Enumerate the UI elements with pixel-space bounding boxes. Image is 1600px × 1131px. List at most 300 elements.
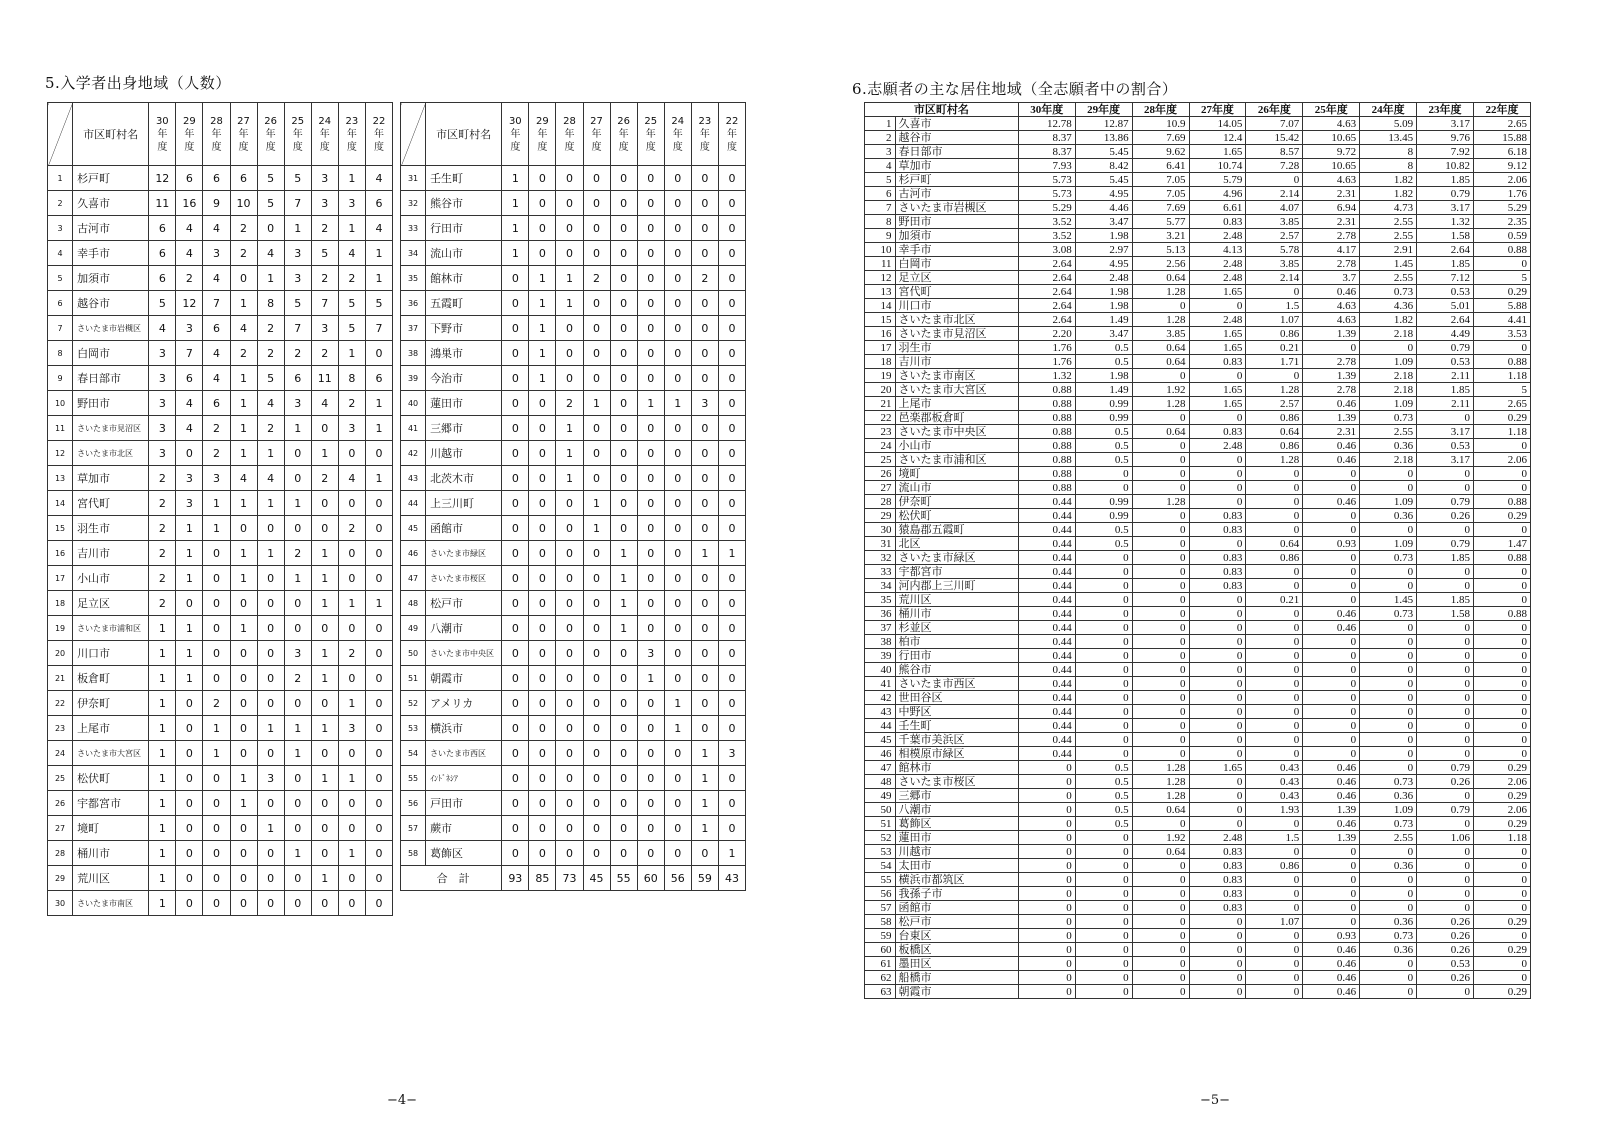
count-cell: 0 xyxy=(583,641,610,666)
percentage-cell: 0.88 xyxy=(1473,243,1530,257)
percentage-cell: 0 xyxy=(1132,733,1189,747)
count-cell: 1 xyxy=(284,491,311,516)
percentage-cell: 0.88 xyxy=(1018,397,1075,411)
count-cell: 1 xyxy=(149,816,176,841)
count-cell: 0 xyxy=(664,366,691,391)
percentage-cell: 0 xyxy=(1473,635,1530,649)
count-cell: 0 xyxy=(556,741,583,766)
percentage-cell: 13.86 xyxy=(1075,131,1132,145)
percentage-cell: 1.45 xyxy=(1360,257,1417,271)
percentage-cell: 0 xyxy=(1417,467,1474,481)
municipality-name: 川口市 xyxy=(73,641,149,666)
percentage-cell: 5.01 xyxy=(1417,299,1474,313)
table-row xyxy=(865,663,1531,677)
row-number: 54 xyxy=(865,859,896,873)
section5-table-right xyxy=(400,102,746,891)
municipality-name: さいたま市中央区 xyxy=(426,641,502,666)
percentage-cell: 0.44 xyxy=(1018,691,1075,705)
percentage-cell: 0 xyxy=(1246,943,1303,957)
percentage-cell: 0 xyxy=(1417,635,1474,649)
table-row xyxy=(865,565,1531,579)
count-cell: 1 xyxy=(149,691,176,716)
count-cell: 0 xyxy=(529,666,556,691)
percentage-cell: 2.48 xyxy=(1189,257,1246,271)
percentage-cell: 7.93 xyxy=(1018,159,1075,173)
percentage-cell: 8.42 xyxy=(1075,159,1132,173)
percentage-cell: 5.73 xyxy=(1018,173,1075,187)
count-cell: 0 xyxy=(556,241,583,266)
percentage-cell: 6.61 xyxy=(1189,201,1246,215)
percentage-cell: 5.45 xyxy=(1075,173,1132,187)
row-number: 53 xyxy=(401,716,426,741)
section6-table xyxy=(864,102,1531,999)
count-cell: 0 xyxy=(718,316,745,341)
table-row xyxy=(865,117,1531,131)
row-number: 31 xyxy=(865,537,896,551)
count-cell: 0 xyxy=(502,816,529,841)
municipality-name: 北区 xyxy=(895,537,1018,551)
count-cell: 0 xyxy=(556,641,583,666)
row-number: 32 xyxy=(401,191,426,216)
count-cell: 0 xyxy=(502,466,529,491)
table-row xyxy=(865,593,1531,607)
percentage-cell: 0 xyxy=(1075,621,1132,635)
count-cell: 0 xyxy=(637,366,664,391)
percentage-cell: 9.76 xyxy=(1417,131,1474,145)
percentage-cell: 0 xyxy=(1132,915,1189,929)
percentage-cell: 1.85 xyxy=(1417,257,1474,271)
count-cell: 3 xyxy=(338,191,365,216)
municipality-name: 蓮田市 xyxy=(895,831,1018,845)
count-cell: 4 xyxy=(176,241,203,266)
municipality-name: さいたま市中央区 xyxy=(895,425,1018,439)
percentage-cell: 0.44 xyxy=(1018,677,1075,691)
count-cell: 0 xyxy=(610,666,637,691)
percentage-cell: 0 xyxy=(1246,887,1303,901)
municipality-name: 野田市 xyxy=(73,391,149,416)
table-row xyxy=(401,791,746,816)
row-number: 60 xyxy=(865,943,896,957)
table-row xyxy=(865,719,1531,733)
count-cell: 0 xyxy=(176,741,203,766)
percentage-cell: 0 xyxy=(1246,467,1303,481)
percentage-cell: 0.99 xyxy=(1075,509,1132,523)
municipality-name: 松伏町 xyxy=(73,766,149,791)
count-cell: 5 xyxy=(257,166,284,191)
percentage-cell: 0 xyxy=(1018,775,1075,789)
percentage-cell: 1.28 xyxy=(1132,313,1189,327)
count-cell: 3 xyxy=(149,391,176,416)
count-cell: 0 xyxy=(365,841,392,866)
year-header: 23年度 xyxy=(1417,103,1474,117)
municipality-name: 板倉町 xyxy=(73,666,149,691)
municipality-name: 桶川市 xyxy=(73,841,149,866)
municipality-name: 伊奈町 xyxy=(73,691,149,716)
table-row xyxy=(865,173,1531,187)
percentage-cell: 1.92 xyxy=(1132,383,1189,397)
percentage-cell: 0.5 xyxy=(1075,789,1132,803)
year-header xyxy=(311,103,338,166)
percentage-cell: 4.13 xyxy=(1189,243,1246,257)
percentage-cell: 0 xyxy=(1075,593,1132,607)
percentage-cell: 0 xyxy=(1303,873,1360,887)
percentage-cell: 1.28 xyxy=(1246,453,1303,467)
percentage-cell: 0 xyxy=(1189,481,1246,495)
count-cell: 2 xyxy=(338,391,365,416)
count-cell: 0 xyxy=(664,791,691,816)
table-row xyxy=(401,591,746,616)
count-cell: 0 xyxy=(502,741,529,766)
percentage-cell: 10.9 xyxy=(1132,117,1189,131)
total-cell: 60 xyxy=(637,866,664,891)
percentage-cell: 2.78 xyxy=(1303,257,1360,271)
count-cell: 0 xyxy=(664,491,691,516)
percentage-cell: 2.55 xyxy=(1360,229,1417,243)
percentage-cell: 0.64 xyxy=(1132,425,1189,439)
table-row xyxy=(48,491,393,516)
percentage-cell: 0.88 xyxy=(1018,439,1075,453)
percentage-cell: 0 xyxy=(1473,859,1530,873)
municipality-name: 吉川市 xyxy=(73,541,149,566)
count-cell: 0 xyxy=(529,241,556,266)
table-row xyxy=(48,191,393,216)
percentage-cell: 0 xyxy=(1417,887,1474,901)
count-cell: 0 xyxy=(691,416,718,441)
percentage-cell: 0.26 xyxy=(1417,915,1474,929)
row-number: 52 xyxy=(401,691,426,716)
count-cell: 0 xyxy=(583,716,610,741)
count-cell: 5 xyxy=(149,291,176,316)
percentage-cell: 0.86 xyxy=(1246,411,1303,425)
row-number: 25 xyxy=(865,453,896,467)
percentage-cell: 1.85 xyxy=(1417,383,1474,397)
percentage-cell: 1.76 xyxy=(1473,187,1530,201)
percentage-cell: 1.65 xyxy=(1189,397,1246,411)
percentage-cell: 1.28 xyxy=(1132,285,1189,299)
count-cell: 1 xyxy=(203,716,230,741)
count-cell: 4 xyxy=(338,466,365,491)
percentage-cell: 0.44 xyxy=(1018,607,1075,621)
percentage-cell: 2.78 xyxy=(1303,383,1360,397)
count-cell: 8 xyxy=(338,366,365,391)
count-cell: 7 xyxy=(284,191,311,216)
count-cell: 0 xyxy=(556,566,583,591)
percentage-cell: 0 xyxy=(1246,173,1303,187)
total-cell: 56 xyxy=(664,866,691,891)
municipality-name: さいたま市桜区 xyxy=(895,775,1018,789)
count-cell: 2 xyxy=(149,466,176,491)
percentage-cell: 0.93 xyxy=(1303,929,1360,943)
percentage-cell: 0 xyxy=(1473,957,1530,971)
row-number: 39 xyxy=(401,366,426,391)
percentage-cell: 0 xyxy=(1018,831,1075,845)
table-row xyxy=(865,509,1531,523)
count-cell: 1 xyxy=(610,566,637,591)
row-number: 43 xyxy=(865,705,896,719)
count-cell: 0 xyxy=(664,591,691,616)
count-cell: 0 xyxy=(502,716,529,741)
count-cell: 1 xyxy=(338,691,365,716)
municipality-name: 宇都宮市 xyxy=(895,565,1018,579)
count-cell: 0 xyxy=(203,866,230,891)
percentage-cell: 1.47 xyxy=(1473,537,1530,551)
percentage-cell: 0 xyxy=(1018,915,1075,929)
municipality-name: 加須市 xyxy=(73,266,149,291)
percentage-cell: 0 xyxy=(1075,607,1132,621)
count-cell: 1 xyxy=(691,791,718,816)
count-cell: 3 xyxy=(203,241,230,266)
count-cell: 0 xyxy=(637,416,664,441)
count-cell: 0 xyxy=(502,366,529,391)
percentage-cell: 1.82 xyxy=(1360,313,1417,327)
percentage-cell: 0 xyxy=(1246,285,1303,299)
total-cell: 93 xyxy=(502,866,529,891)
diagonal-header-cell xyxy=(401,103,426,166)
table-row xyxy=(865,915,1531,929)
municipality-name: 流山市 xyxy=(895,481,1018,495)
count-cell: 0 xyxy=(691,716,718,741)
percentage-cell: 0 xyxy=(1189,789,1246,803)
count-cell: 3 xyxy=(257,766,284,791)
table-row xyxy=(865,873,1531,887)
count-cell: 0 xyxy=(529,591,556,616)
count-cell: 1 xyxy=(149,741,176,766)
municipality-name: 墨田区 xyxy=(895,957,1018,971)
year-header xyxy=(556,103,583,166)
row-number: 16 xyxy=(865,327,896,341)
percentage-cell: 2.55 xyxy=(1360,425,1417,439)
count-cell: 2 xyxy=(311,466,338,491)
count-cell: 1 xyxy=(691,766,718,791)
count-cell: 1 xyxy=(230,366,257,391)
count-cell: 0 xyxy=(691,316,718,341)
municipality-name: 吉川市 xyxy=(895,355,1018,369)
percentage-cell: 0.99 xyxy=(1075,411,1132,425)
count-cell: 0 xyxy=(610,291,637,316)
municipality-name: 野田市 xyxy=(895,215,1018,229)
percentage-cell: 0 xyxy=(1303,565,1360,579)
count-cell: 0 xyxy=(502,416,529,441)
row-number: 4 xyxy=(48,241,73,266)
percentage-cell: 5.73 xyxy=(1018,187,1075,201)
count-cell: 0 xyxy=(637,591,664,616)
percentage-cell: 0 xyxy=(1132,943,1189,957)
percentage-cell: 0 xyxy=(1189,719,1246,733)
percentage-cell: 0.5 xyxy=(1075,355,1132,369)
row-number: 16 xyxy=(48,541,73,566)
municipality-name: 北茨木市 xyxy=(426,466,502,491)
table-row xyxy=(865,551,1531,565)
municipality-name: さいたま市西区 xyxy=(895,677,1018,691)
percentage-cell: 14.05 xyxy=(1189,117,1246,131)
percentage-cell: 7.92 xyxy=(1417,145,1474,159)
table-row xyxy=(48,466,393,491)
count-cell: 0 xyxy=(311,816,338,841)
percentage-cell: 0.83 xyxy=(1189,509,1246,523)
count-cell: 0 xyxy=(257,841,284,866)
municipality-name: 板橋区 xyxy=(895,943,1018,957)
percentage-cell: 5.78 xyxy=(1246,243,1303,257)
percentage-cell: 0 xyxy=(1417,579,1474,593)
percentage-cell: 0.73 xyxy=(1360,551,1417,565)
count-cell: 0 xyxy=(556,841,583,866)
count-cell: 0 xyxy=(176,791,203,816)
municipality-name: アメリカ xyxy=(426,691,502,716)
table-row xyxy=(48,366,393,391)
count-cell: 0 xyxy=(176,766,203,791)
count-cell: 0 xyxy=(637,491,664,516)
municipality-name: 三郷市 xyxy=(895,789,1018,803)
percentage-cell: 7.05 xyxy=(1132,187,1189,201)
count-cell: 4 xyxy=(203,216,230,241)
count-cell: 0 xyxy=(230,666,257,691)
row-number: 14 xyxy=(48,491,73,516)
count-cell: 1 xyxy=(610,591,637,616)
percentage-cell: 0 xyxy=(1132,971,1189,985)
count-cell: 0 xyxy=(718,566,745,591)
municipality-name: 松伏町 xyxy=(895,509,1018,523)
percentage-cell: 0.88 xyxy=(1018,383,1075,397)
count-cell: 0 xyxy=(257,566,284,591)
count-cell: 7 xyxy=(203,291,230,316)
percentage-cell: 0.83 xyxy=(1189,565,1246,579)
count-cell: 0 xyxy=(637,166,664,191)
percentage-cell: 2.48 xyxy=(1189,229,1246,243)
table-row xyxy=(865,985,1531,999)
percentage-cell: 5.29 xyxy=(1473,201,1530,215)
count-cell: 6 xyxy=(149,266,176,291)
count-cell: 0 xyxy=(230,591,257,616)
count-cell: 2 xyxy=(230,241,257,266)
total-cell: 45 xyxy=(583,866,610,891)
percentage-cell: 5 xyxy=(1473,271,1530,285)
percentage-cell: 0.83 xyxy=(1189,425,1246,439)
table-row xyxy=(48,316,393,341)
table-row xyxy=(865,271,1531,285)
table-row xyxy=(401,841,746,866)
municipality-name: 杉並区 xyxy=(895,621,1018,635)
count-cell: 1 xyxy=(284,566,311,591)
table-row xyxy=(865,257,1531,271)
count-cell: 11 xyxy=(149,191,176,216)
count-cell: 0 xyxy=(556,516,583,541)
row-number: 21 xyxy=(48,666,73,691)
count-cell: 7 xyxy=(365,316,392,341)
count-cell: 0 xyxy=(502,491,529,516)
count-cell: 0 xyxy=(637,341,664,366)
count-cell: 1 xyxy=(529,366,556,391)
table-row xyxy=(401,316,746,341)
row-number: 27 xyxy=(865,481,896,495)
municipality-name: 上尾市 xyxy=(73,716,149,741)
percentage-cell: 0.64 xyxy=(1132,845,1189,859)
percentage-cell: 0 xyxy=(1132,509,1189,523)
percentage-cell: 0 xyxy=(1189,369,1246,383)
count-cell: 0 xyxy=(556,766,583,791)
count-cell: 0 xyxy=(718,291,745,316)
table-row xyxy=(865,943,1531,957)
year-header-text: 30年度 xyxy=(155,115,169,153)
year-header-text: 30年度 xyxy=(508,115,522,153)
row-number: 12 xyxy=(48,441,73,466)
percentage-cell: 0.73 xyxy=(1360,607,1417,621)
percentage-cell: 0 xyxy=(1303,859,1360,873)
count-cell: 2 xyxy=(691,266,718,291)
percentage-cell: 2.55 xyxy=(1360,215,1417,229)
row-number: 27 xyxy=(48,816,73,841)
table-row xyxy=(48,641,393,666)
percentage-cell: 0 xyxy=(1417,747,1474,761)
section5-title: 5.入学者出身地域（人数） xyxy=(45,74,231,92)
count-cell: 0 xyxy=(257,866,284,891)
percentage-cell: 0 xyxy=(1132,859,1189,873)
count-cell: 2 xyxy=(149,491,176,516)
count-cell: 0 xyxy=(529,441,556,466)
percentage-cell: 0 xyxy=(1189,411,1246,425)
municipality-name: 下野市 xyxy=(426,316,502,341)
percentage-cell: 0 xyxy=(1132,551,1189,565)
row-number: 30 xyxy=(48,891,73,916)
count-cell: 2 xyxy=(203,416,230,441)
row-number: 31 xyxy=(401,166,426,191)
year-header xyxy=(691,103,718,166)
row-number: 46 xyxy=(401,541,426,566)
count-cell: 0 xyxy=(529,766,556,791)
year-header-text: 27年度 xyxy=(237,115,250,153)
percentage-cell: 0 xyxy=(1303,467,1360,481)
percentage-cell: 0 xyxy=(1132,901,1189,915)
percentage-cell: 1.28 xyxy=(1132,397,1189,411)
percentage-cell: 1.82 xyxy=(1360,173,1417,187)
year-header xyxy=(284,103,311,166)
percentage-cell: 0 xyxy=(1360,565,1417,579)
percentage-cell: 0.44 xyxy=(1018,523,1075,537)
count-cell: 0 xyxy=(691,241,718,266)
count-cell: 0 xyxy=(583,791,610,816)
percentage-cell: 4.63 xyxy=(1303,117,1360,131)
year-header-text: 29年度 xyxy=(183,115,196,153)
count-cell: 0 xyxy=(664,741,691,766)
row-number: 53 xyxy=(865,845,896,859)
percentage-cell: 0 xyxy=(1189,607,1246,621)
municipality-name: 羽生市 xyxy=(73,516,149,541)
table-row xyxy=(865,929,1531,943)
row-number: 21 xyxy=(865,397,896,411)
count-cell: 0 xyxy=(583,366,610,391)
count-cell: 1 xyxy=(149,891,176,916)
percentage-cell: 0 xyxy=(1018,985,1075,999)
municipality-name: 蓮田市 xyxy=(426,391,502,416)
row-number: 2 xyxy=(865,131,896,145)
count-cell: 0 xyxy=(529,191,556,216)
row-number: 17 xyxy=(48,566,73,591)
count-cell: 0 xyxy=(610,716,637,741)
header-row xyxy=(401,103,746,166)
count-cell: 0 xyxy=(664,316,691,341)
percentage-cell: 0.44 xyxy=(1018,565,1075,579)
count-cell: 1 xyxy=(149,841,176,866)
percentage-cell: 1.76 xyxy=(1018,355,1075,369)
percentage-cell: 1.98 xyxy=(1075,369,1132,383)
table-row xyxy=(48,766,393,791)
year-header xyxy=(149,103,176,166)
count-cell: 3 xyxy=(176,491,203,516)
table-row xyxy=(48,741,393,766)
municipality-name: 横浜市都筑区 xyxy=(895,873,1018,887)
table-row xyxy=(401,516,746,541)
percentage-cell: 1.49 xyxy=(1075,383,1132,397)
table-row xyxy=(401,291,746,316)
